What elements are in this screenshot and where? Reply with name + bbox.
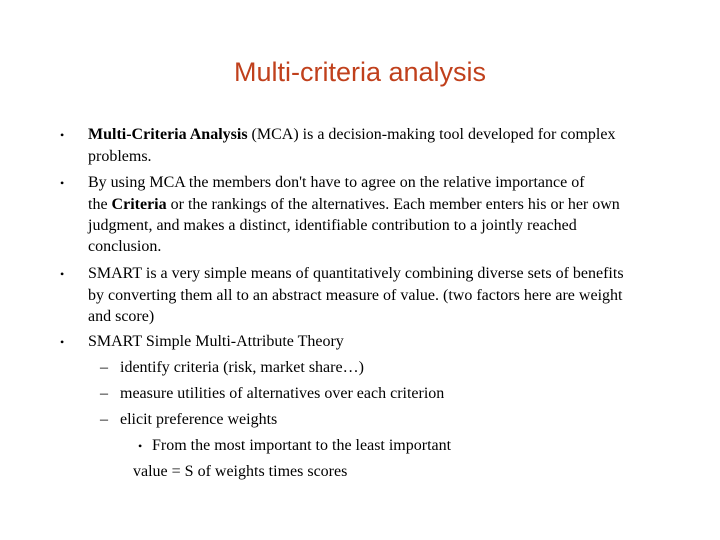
bullet-3-line-2: by converting them all to an abstract measure of value. (two factors here are weight bbox=[88, 287, 623, 304]
dash-marker: – bbox=[100, 385, 108, 402]
bullet-marker: • bbox=[60, 335, 65, 349]
bullet-3-line-3: and score) bbox=[88, 308, 155, 325]
bullet-2-line-4: conclusion. bbox=[88, 238, 162, 255]
bold-term: Multi-Criteria Analysis bbox=[88, 126, 248, 143]
bullet-2-text-rest: or the rankings of the alternatives. Each member enters his or her own bbox=[166, 196, 620, 213]
dash-marker: – bbox=[100, 359, 108, 376]
sub-item-1: identify criteria (risk, market share…) bbox=[120, 359, 364, 376]
bullet-marker: • bbox=[60, 128, 65, 142]
bullet-2-line-2 bbox=[88, 194, 620, 216]
bullet-marker: • bbox=[60, 267, 65, 281]
bullet-1-line-2: problems. bbox=[88, 148, 152, 165]
bullet-1-text: (MCA) is a decision-making tool developed for complex bbox=[247, 126, 616, 143]
slide-title: Multi-criteria analysis bbox=[233, 57, 487, 87]
bullet-3-line-1: SMART is a very simple means of quantitatively combining diverse sets of benefits bbox=[88, 265, 624, 282]
sub-item-2: measure utilities of alternatives over each criterion bbox=[120, 385, 445, 402]
formula-text: value = S of weights times scores bbox=[133, 463, 348, 480]
dash-marker: – bbox=[100, 411, 108, 428]
bullet-4-line-1: SMART Simple Multi-Attribute Theory bbox=[88, 333, 344, 350]
sub-item-3: elicit preference weights bbox=[120, 411, 278, 428]
bold-term: Criteria bbox=[111, 196, 167, 213]
bullet-2-line-1: By using MCA the members don't have to agree on the relative importance of bbox=[88, 174, 585, 191]
bullet-2-text-pre: the bbox=[88, 196, 112, 213]
sub-sub-item: From the most important to the least important bbox=[152, 437, 452, 454]
bullet-1-line-1 bbox=[88, 124, 615, 146]
bullet-marker: • bbox=[138, 439, 143, 453]
bullet-2-line-3: judgment, and makes a distinct, identifiable contribution to a jointly reached bbox=[88, 217, 577, 234]
bullet-marker: • bbox=[60, 176, 65, 190]
